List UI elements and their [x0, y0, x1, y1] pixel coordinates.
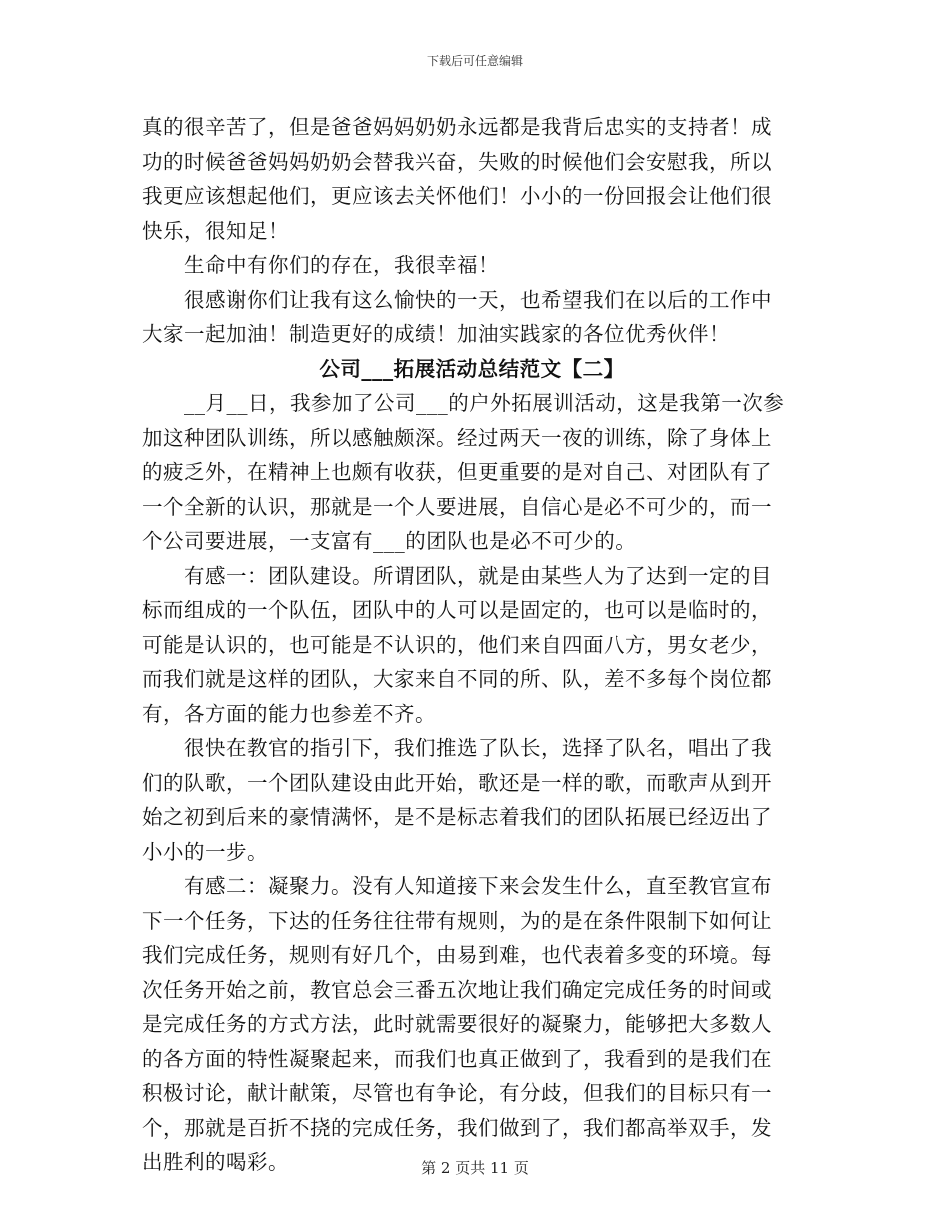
text-line: 的各方面的特性凝聚起来，而我们也真正做到了，我看到的是我们在	[142, 1046, 772, 1071]
text-line: 大家一起加油！制造更好的成绩！加油实践家的各位优秀伙伴！	[142, 322, 730, 346]
paragraph-first-line: __月__日，我参加了公司___的户外拓展训活动，这是我第一次参	[184, 391, 785, 415]
text-line: 我更应该想起他们，更应该去关怀他们！小小的一份回报会让他们很	[142, 184, 772, 208]
text-line: 有，各方面的能力也参差不齐。	[142, 701, 436, 726]
text-line: 下一个任务，下达的任务往往带有规则，为的是在条件限制下如何让	[142, 908, 772, 933]
text-line: 一个全新的认识，那就是一个人要进展，自信心是必不可少的，而一	[142, 494, 772, 519]
text-line: 功的时候爸爸妈妈奶奶会替我兴奋，失败的时候他们会安慰我，所以	[142, 149, 772, 174]
text-line: 真的很辛苦了，但是爸爸妈妈奶奶永远都是我背后忠实的支持者！成	[142, 115, 772, 139]
text-line: 而我们就是这样的团队，大家来自不同的所、队，差不多每个岗位都	[142, 667, 772, 691]
section-title: 公司___拓展活动总结范文【二】	[319, 356, 625, 381]
text-line: 是完成任务的方式方法，此时就需要很好的凝聚力，能够把大多数人	[142, 1012, 772, 1036]
text-line: 出胜利的喝彩。	[142, 1150, 289, 1174]
text-line: 快乐，很知足！	[142, 218, 289, 243]
text-line: 我们完成任务，规则有好几个，由易到难，也代表着多变的环境。每	[142, 943, 772, 967]
text-line: 可能是认识的，也可能是不认识的，他们来自四面八方，男女老少，	[142, 632, 772, 657]
paragraph-first-line: 有感二：凝聚力。没有人知道接下来会发生什么，直至教官宣布	[184, 874, 772, 898]
text-line: 积极讨论，献计献策，尽管也有争论，有分歧，但我们的目标只有一	[142, 1081, 772, 1105]
paragraph-first-line: 生命中有你们的存在，我很幸福！	[184, 253, 499, 277]
paragraph-first-line: 有感一：团队建设。所谓团队，就是由某些人为了达到一定的目	[184, 563, 772, 588]
text-line: 标而组成的一个队伍，团队中的人可以是固定的，也可以是临时的，	[142, 598, 772, 622]
text-line: 始之初到后来的豪情满怀，是不是标志着我们的团队拓展已经迈出了	[142, 805, 772, 829]
paragraph-first-line: 很快在教官的指引下，我们推选了队长，选择了队名，唱出了我	[184, 736, 772, 760]
text-line: 加这种团队训练，所以感触颇深。经过两天一夜的训练，除了身体上	[142, 425, 772, 450]
text-line: 们的队歌，一个团队建设由此开始，歌还是一样的歌，而歌声从到开	[142, 770, 772, 795]
page-header: 下载后可任意编辑	[426, 54, 523, 68]
document-body	[142, 110, 802, 1180]
text-line: 的疲乏外，在精神上也颇有收获，但更重要的是对自己、对团队有了	[142, 460, 772, 484]
paragraph-first-line: 很感谢你们让我有这么愉快的一天，也希望我们在以后的工作中	[184, 287, 772, 312]
text-line: 个，那就是百折不挠的完成任务，我们做到了，我们都高举双手，发	[142, 1115, 772, 1140]
text-line: 次任务开始之前，教官总会三番五次地让我们确定完成任务的时间或	[142, 977, 772, 1002]
page-footer: 第 2 页共 11 页	[421, 1159, 529, 1177]
text-line: 小小的一步。	[142, 839, 268, 864]
text-line: 个公司要进展，一支富有___的团队也是必不可少的。	[142, 529, 637, 553]
